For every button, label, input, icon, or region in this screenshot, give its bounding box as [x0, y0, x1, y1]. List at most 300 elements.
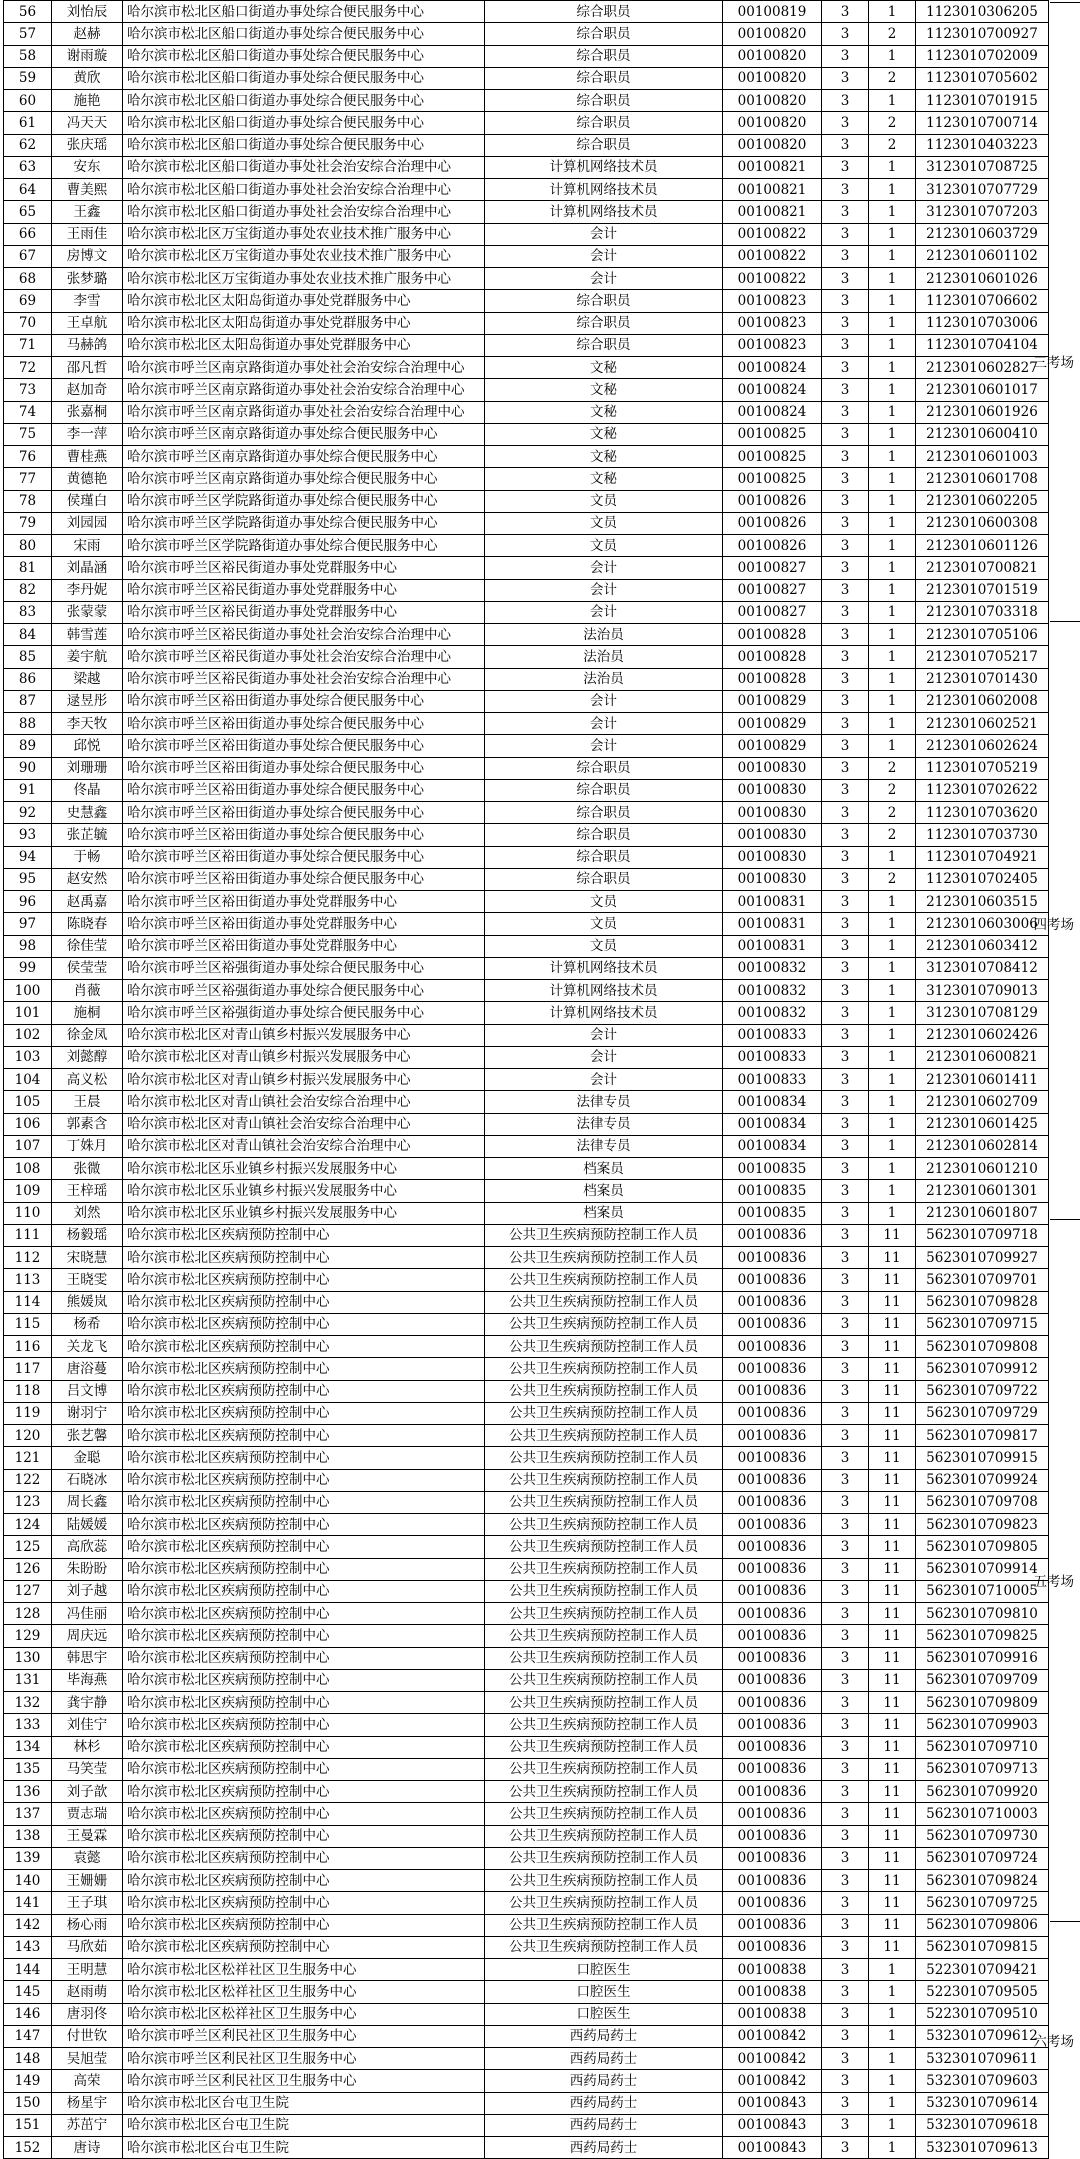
ticket-number: 1123010705602: [916, 67, 1049, 89]
quota: 3: [822, 1714, 869, 1736]
candidate-name: 高义松: [52, 1069, 123, 1091]
candidate-name: 赵加奇: [52, 379, 123, 401]
table-row: [4, 112, 1080, 134]
quota: 3: [822, 1981, 869, 2003]
position-code: 00100826: [723, 535, 822, 557]
candidate-name: 王鑫: [52, 201, 123, 223]
candidate-name: 林杉: [52, 1736, 123, 1758]
employer-unit: 哈尔滨市松北区疾病预防控制中心: [123, 1425, 485, 1447]
position-code: 00100830: [723, 779, 822, 801]
employer-unit: 哈尔滨市松北区台屯卫生院: [123, 2092, 485, 2114]
rank: 11: [869, 1914, 916, 1936]
venue-cell: [1049, 957, 1080, 979]
row-index: 117: [4, 1358, 52, 1380]
table-row: [4, 1536, 1080, 1558]
candidate-name: 邵凡哲: [52, 357, 123, 379]
quota: 3: [822, 1736, 869, 1758]
ticket-number: 2123010602624: [916, 735, 1049, 757]
row-index: 118: [4, 1380, 52, 1402]
quota: 3: [822, 1224, 869, 1246]
rank: 1: [869, 1069, 916, 1091]
quota: 3: [822, 1046, 869, 1068]
position: 公共卫生疾病预防控制工作人员: [485, 1514, 723, 1536]
venue-cell: [1049, 2092, 1080, 2114]
position: 法律专员: [485, 1091, 723, 1113]
position-code: 00100828: [723, 668, 822, 690]
position: 公共卫生疾病预防控制工作人员: [485, 1825, 723, 1847]
table-row: [4, 1625, 1080, 1647]
ticket-number: 1123010702405: [916, 868, 1049, 890]
quota: 3: [822, 2048, 869, 2070]
candidate-name: 周长鑫: [52, 1491, 123, 1513]
employer-unit: 哈尔滨市呼兰区学院路街道办事处综合便民服务中心: [123, 490, 485, 512]
table-row: [4, 2137, 1080, 2159]
position-code: 00100836: [723, 1402, 822, 1424]
quota: 3: [822, 1002, 869, 1024]
venue-cell: [1049, 2048, 1080, 2070]
venue-cell: [1049, 535, 1080, 557]
candidate-table: [3, 0, 1080, 2159]
quota: 3: [822, 1447, 869, 1469]
table-row: [4, 1336, 1080, 1358]
candidate-name: 周庆远: [52, 1625, 123, 1647]
ticket-number: 5623010710005: [916, 1580, 1049, 1602]
row-index: 86: [4, 668, 52, 690]
position-code: 00100823: [723, 334, 822, 356]
row-index: 100: [4, 980, 52, 1002]
ticket-number: 5623010709810: [916, 1603, 1049, 1625]
employer-unit: 哈尔滨市呼兰区裕田街道办事处党群服务中心: [123, 891, 485, 913]
row-index: 92: [4, 802, 52, 824]
candidate-name: 杨心雨: [52, 1914, 123, 1936]
row-index: 106: [4, 1113, 52, 1135]
position: 公共卫生疾病预防控制工作人员: [485, 1936, 723, 1958]
ticket-number: 2123010601926: [916, 401, 1049, 423]
venue-cell: [1049, 1069, 1080, 1091]
candidate-name: 谢羽宁: [52, 1402, 123, 1424]
position: 公共卫生疾病预防控制工作人员: [485, 1313, 723, 1335]
venue-cell: [1049, 735, 1080, 757]
position: 计算机网络技术员: [485, 179, 723, 201]
quota: 3: [822, 1914, 869, 1936]
position: 文秘: [485, 357, 723, 379]
position: 档案员: [485, 1202, 723, 1224]
position-code: 00100835: [723, 1158, 822, 1180]
quota: 3: [822, 446, 869, 468]
position: 法律专员: [485, 1113, 723, 1135]
employer-unit: 哈尔滨市松北区疾病预防控制中心: [123, 1625, 485, 1647]
quota: 3: [822, 1024, 869, 1046]
table-row: [4, 1558, 1080, 1580]
ticket-number: 2123010602205: [916, 490, 1049, 512]
position-code: 00100826: [723, 512, 822, 534]
ticket-number: 5623010709903: [916, 1714, 1049, 1736]
ticket-number: 2123010601017: [916, 379, 1049, 401]
employer-unit: 哈尔滨市松北区船口街道办事处综合便民服务中心: [123, 1, 485, 23]
candidate-name: 马欣茹: [52, 1936, 123, 1958]
row-index: 81: [4, 557, 52, 579]
candidate-name: 佟晶: [52, 779, 123, 801]
position-code: 00100836: [723, 1536, 822, 1558]
quota: 3: [822, 1291, 869, 1313]
position: 公共卫生疾病预防控制工作人员: [485, 1870, 723, 1892]
position: 综合职员: [485, 846, 723, 868]
table-row: [4, 512, 1080, 534]
venue-cell: [1049, 290, 1080, 312]
row-index: 146: [4, 2003, 52, 2025]
ticket-number: 1123010706602: [916, 290, 1049, 312]
employer-unit: 哈尔滨市松北区疾病预防控制中心: [123, 1714, 485, 1736]
venue-divider: [1050, 621, 1080, 622]
position-code: 00100830: [723, 846, 822, 868]
candidate-name: 杨星宇: [52, 2092, 123, 2114]
table-row: [4, 334, 1080, 356]
rank: 11: [869, 1580, 916, 1602]
rank: 11: [869, 1313, 916, 1335]
ticket-number: 2123010601301: [916, 1180, 1049, 1202]
position: 西药局药士: [485, 2070, 723, 2092]
ticket-number: 2123010603515: [916, 891, 1049, 913]
quota: 3: [822, 90, 869, 112]
position: 法律专员: [485, 1135, 723, 1157]
position-code: 00100825: [723, 468, 822, 490]
venue-cell: [1049, 802, 1080, 824]
row-index: 70: [4, 312, 52, 334]
candidate-name: 邱悦: [52, 735, 123, 757]
candidate-name: 徐佳莹: [52, 935, 123, 957]
ticket-number: 1123010306205: [916, 1, 1049, 23]
row-index: 77: [4, 468, 52, 490]
position: 文秘: [485, 446, 723, 468]
position-code: 00100838: [723, 2003, 822, 2025]
quota: 3: [822, 1692, 869, 1714]
ticket-number: 5323010709614: [916, 2092, 1049, 2114]
position: 公共卫生疾病预防控制工作人员: [485, 1224, 723, 1246]
quota: 3: [822, 779, 869, 801]
row-index: 79: [4, 512, 52, 534]
candidate-name: 刘然: [52, 1202, 123, 1224]
ticket-number: 5623010709722: [916, 1380, 1049, 1402]
quota: 3: [822, 423, 869, 445]
venue-cell: [1049, 690, 1080, 712]
table-row: [4, 1981, 1080, 2003]
ticket-number: 2123010601026: [916, 268, 1049, 290]
position: 会计: [485, 557, 723, 579]
candidate-name: 黄欣: [52, 67, 123, 89]
employer-unit: 哈尔滨市松北区疾病预防控制中心: [123, 1692, 485, 1714]
position-code: 00100828: [723, 646, 822, 668]
employer-unit: 哈尔滨市松北区疾病预防控制中心: [123, 1603, 485, 1625]
quota: 3: [822, 713, 869, 735]
table-row: [4, 957, 1080, 979]
venue-cell: [1049, 1625, 1080, 1647]
venue-cell: [1049, 1313, 1080, 1335]
position: 综合职员: [485, 824, 723, 846]
rank: 1: [869, 2048, 916, 2070]
rank: 1: [869, 557, 916, 579]
ticket-number: 5323010709618: [916, 2114, 1049, 2136]
candidate-name: 张蒙蒙: [52, 601, 123, 623]
candidate-name: 李丹妮: [52, 579, 123, 601]
table-row: [4, 357, 1080, 379]
table-row: [4, 535, 1080, 557]
venue-cell: [1049, 67, 1080, 89]
quota: 3: [822, 245, 869, 267]
position-code: 00100823: [723, 312, 822, 334]
employer-unit: 哈尔滨市松北区疾病预防控制中心: [123, 1803, 485, 1825]
position: 综合职员: [485, 90, 723, 112]
row-index: 140: [4, 1870, 52, 1892]
position: 公共卫生疾病预防控制工作人员: [485, 1491, 723, 1513]
position-code: 00100836: [723, 1914, 822, 1936]
table-row: [4, 779, 1080, 801]
position-code: 00100836: [723, 1847, 822, 1869]
rank: 1: [869, 401, 916, 423]
rank: 11: [869, 1402, 916, 1424]
venue-cell: [1049, 1358, 1080, 1380]
venue-label-4: 四考场: [1034, 913, 1075, 933]
venue-cell: [1049, 1647, 1080, 1669]
position-code: 00100824: [723, 379, 822, 401]
position: 西药局药士: [485, 2137, 723, 2159]
position-code: 00100836: [723, 1936, 822, 1958]
rank: 1: [869, 846, 916, 868]
position-code: 00100836: [723, 1669, 822, 1691]
venue-cell: [1049, 868, 1080, 890]
table-row: [4, 1870, 1080, 1892]
ticket-number: 2123010601210: [916, 1158, 1049, 1180]
row-index: 139: [4, 1847, 52, 1869]
row-index: 88: [4, 713, 52, 735]
candidate-name: 张庆瑶: [52, 134, 123, 156]
venue-cell: [1049, 624, 1080, 646]
position-code: 00100842: [723, 2070, 822, 2092]
position-code: 00100836: [723, 1224, 822, 1246]
position: 西药局药士: [485, 2092, 723, 2114]
position: 公共卫生疾病预防控制工作人员: [485, 1914, 723, 1936]
venue-cell: [1049, 1536, 1080, 1558]
quota: 3: [822, 757, 869, 779]
ticket-number: 5623010709809: [916, 1692, 1049, 1714]
candidate-name: 李一萍: [52, 423, 123, 445]
venue-cell: [1049, 1447, 1080, 1469]
row-index: 99: [4, 957, 52, 979]
table-row: [4, 1692, 1080, 1714]
venue-cell: [1049, 579, 1080, 601]
rank: 1: [869, 601, 916, 623]
employer-unit: 哈尔滨市呼兰区利民社区卫生服务中心: [123, 2048, 485, 2070]
employer-unit: 哈尔滨市松北区船口街道办事处社会治安综合治理中心: [123, 179, 485, 201]
row-index: 71: [4, 334, 52, 356]
quota: 3: [822, 2092, 869, 2114]
row-index: 113: [4, 1269, 52, 1291]
venue-cell: [1049, 668, 1080, 690]
venue-cell: [1049, 846, 1080, 868]
row-index: 141: [4, 1892, 52, 1914]
rank: 1: [869, 423, 916, 445]
employer-unit: 哈尔滨市呼兰区裕民街道办事处党群服务中心: [123, 557, 485, 579]
employer-unit: 哈尔滨市呼兰区裕民街道办事处党群服务中心: [123, 579, 485, 601]
table-row: [4, 1959, 1080, 1981]
employer-unit: 哈尔滨市松北区疾病预防控制中心: [123, 1847, 485, 1869]
row-index: 61: [4, 112, 52, 134]
candidate-name: 宋晓慧: [52, 1247, 123, 1269]
row-index: 135: [4, 1758, 52, 1780]
position: 会计: [485, 1069, 723, 1091]
venue-cell: [1049, 1224, 1080, 1246]
row-index: 151: [4, 2114, 52, 2136]
table-row: [4, 1603, 1080, 1625]
table-row: [4, 1, 1080, 23]
ticket-number: 5623010709806: [916, 1914, 1049, 1936]
venue-cell: [1049, 1870, 1080, 1892]
quota: 3: [822, 868, 869, 890]
venue-cell: [1049, 1692, 1080, 1714]
employer-unit: 哈尔滨市松北区松祥社区卫生服务中心: [123, 2003, 485, 2025]
ticket-number: 2123010602521: [916, 713, 1049, 735]
quota: 3: [822, 1959, 869, 1981]
quota: 3: [822, 1402, 869, 1424]
ticket-number: 2123010603006: [916, 913, 1049, 935]
venue-cell: [1049, 1603, 1080, 1625]
position: 法治员: [485, 646, 723, 668]
quota: 3: [822, 179, 869, 201]
position-code: 00100836: [723, 1625, 822, 1647]
row-index: 76: [4, 446, 52, 468]
position: 综合职员: [485, 23, 723, 45]
position-code: 00100829: [723, 735, 822, 757]
candidate-name: 侯瑾白: [52, 490, 123, 512]
quota: 3: [822, 980, 869, 1002]
rank: 2: [869, 67, 916, 89]
position-code: 00100833: [723, 1024, 822, 1046]
row-index: 143: [4, 1936, 52, 1958]
candidate-name: 冯天天: [52, 112, 123, 134]
position-code: 00100822: [723, 268, 822, 290]
ticket-number: 3123010707729: [916, 179, 1049, 201]
row-index: 125: [4, 1536, 52, 1558]
employer-unit: 哈尔滨市松北区疾病预防控制中心: [123, 1781, 485, 1803]
candidate-name: 施桐: [52, 1002, 123, 1024]
ticket-number: 1123010702009: [916, 45, 1049, 67]
ticket-number: 2123010600410: [916, 423, 1049, 445]
employer-unit: 哈尔滨市松北区万宝街道办事处农业技术推广服务中心: [123, 245, 485, 267]
candidate-name: 丁姝月: [52, 1135, 123, 1157]
venue-cell: [1049, 1914, 1080, 1936]
row-index: 150: [4, 2092, 52, 2114]
position-code: 00100836: [723, 1603, 822, 1625]
position: 综合职员: [485, 868, 723, 890]
position-code: 00100831: [723, 913, 822, 935]
venue-cell: [1049, 1180, 1080, 1202]
position: 综合职员: [485, 802, 723, 824]
row-index: 85: [4, 646, 52, 668]
table-row: [4, 134, 1080, 156]
employer-unit: 哈尔滨市呼兰区裕田街道办事处综合便民服务中心: [123, 846, 485, 868]
table-row: [4, 1202, 1080, 1224]
rank: 1: [869, 1135, 916, 1157]
employer-unit: 哈尔滨市松北区疾病预防控制中心: [123, 1447, 485, 1469]
quota: 3: [822, 1514, 869, 1536]
employer-unit: 哈尔滨市松北区船口街道办事处综合便民服务中心: [123, 23, 485, 45]
quota: 3: [822, 824, 869, 846]
rank: 1: [869, 90, 916, 112]
ticket-number: 5623010709715: [916, 1313, 1049, 1335]
table-row: [4, 1113, 1080, 1135]
quota: 3: [822, 1091, 869, 1113]
table-row: [4, 1580, 1080, 1602]
quota: 3: [822, 1669, 869, 1691]
venue-cell: [1049, 23, 1080, 45]
employer-unit: 哈尔滨市呼兰区南京路街道办事处综合便民服务中心: [123, 446, 485, 468]
quota: 3: [822, 624, 869, 646]
rank: 1: [869, 357, 916, 379]
candidate-name: 于畅: [52, 846, 123, 868]
venue-cell: [1049, 45, 1080, 67]
ticket-number: 5623010709912: [916, 1358, 1049, 1380]
quota: 3: [822, 1825, 869, 1847]
employer-unit: 哈尔滨市松北区疾病预防控制中心: [123, 1291, 485, 1313]
table-row: [4, 1914, 1080, 1936]
position-code: 00100836: [723, 1358, 822, 1380]
rank: 1: [869, 179, 916, 201]
candidate-name: 谢雨璇: [52, 45, 123, 67]
position: 西药局药士: [485, 2048, 723, 2070]
ticket-number: 5623010709920: [916, 1781, 1049, 1803]
candidate-name: 赵雨萌: [52, 1981, 123, 2003]
venue-cell: [1049, 1024, 1080, 1046]
table-row: [4, 757, 1080, 779]
candidate-name: 龚宇静: [52, 1692, 123, 1714]
candidate-name: 宋雨: [52, 535, 123, 557]
rank: 11: [869, 1714, 916, 1736]
table-row: [4, 1046, 1080, 1068]
rank: 11: [869, 1825, 916, 1847]
row-index: 82: [4, 579, 52, 601]
position-code: 00100824: [723, 401, 822, 423]
position-code: 00100836: [723, 1758, 822, 1780]
ticket-number: 5623010709924: [916, 1469, 1049, 1491]
position: 计算机网络技术员: [485, 156, 723, 178]
quota: 3: [822, 312, 869, 334]
ticket-number: 2123010602008: [916, 690, 1049, 712]
ticket-number: 3123010709013: [916, 980, 1049, 1002]
ticket-number: 1123010705219: [916, 757, 1049, 779]
venue-cell: [1049, 90, 1080, 112]
candidate-name: 刘子歆: [52, 1781, 123, 1803]
table-row: [4, 245, 1080, 267]
employer-unit: 哈尔滨市松北区台屯卫生院: [123, 2114, 485, 2136]
ticket-number: 5623010709709: [916, 1669, 1049, 1691]
employer-unit: 哈尔滨市松北区对青山镇乡村振兴发展服务中心: [123, 1069, 485, 1091]
employer-unit: 哈尔滨市呼兰区裕田街道办事处综合便民服务中心: [123, 735, 485, 757]
position-code: 00100834: [723, 1113, 822, 1135]
employer-unit: 哈尔滨市松北区疾病预防控制中心: [123, 1936, 485, 1958]
table-row: [4, 1091, 1080, 1113]
ticket-number: 1123010403223: [916, 134, 1049, 156]
row-index: 108: [4, 1158, 52, 1180]
venue-divider: [1050, 1921, 1080, 1922]
position: 综合职员: [485, 312, 723, 334]
rank: 1: [869, 512, 916, 534]
employer-unit: 哈尔滨市呼兰区裕田街道办事处综合便民服务中心: [123, 713, 485, 735]
rank: 1: [869, 1046, 916, 1068]
candidate-name: 高荣: [52, 2070, 123, 2092]
venue-cell: [1049, 112, 1080, 134]
rank: 11: [869, 1603, 916, 1625]
position-code: 00100830: [723, 757, 822, 779]
position: 文员: [485, 490, 723, 512]
